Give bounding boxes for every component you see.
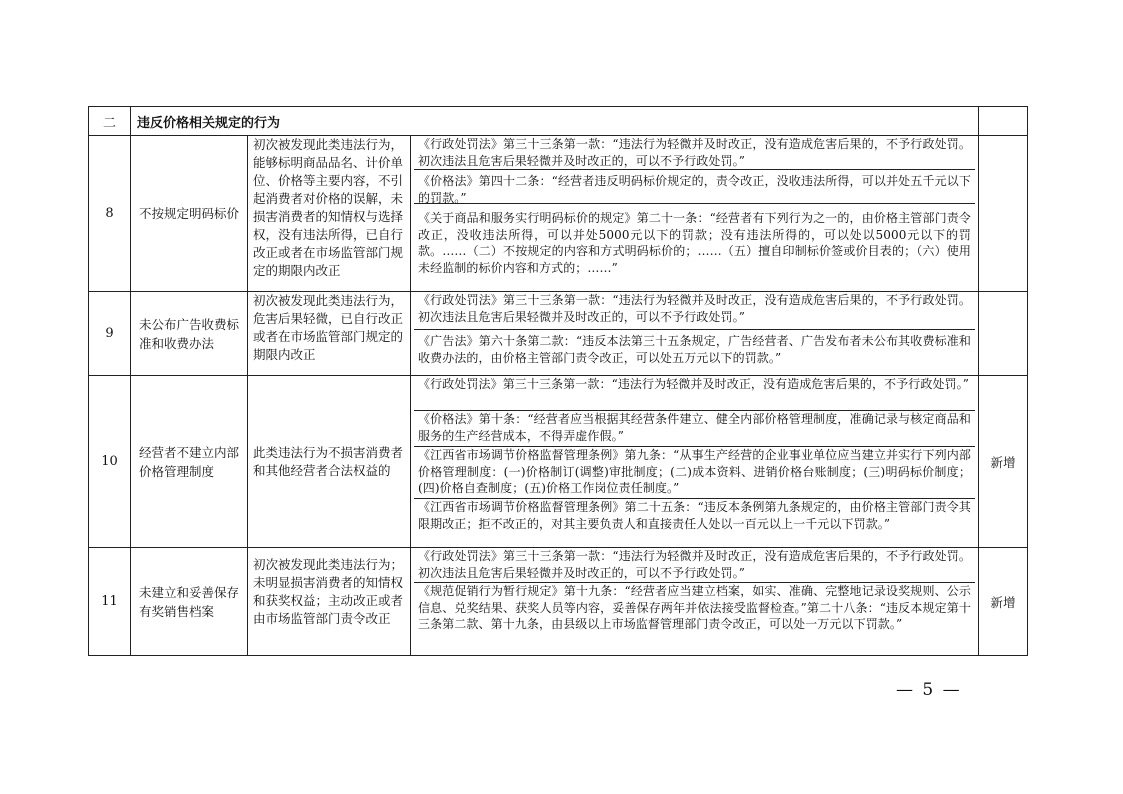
violation-name: 未建立和妥善保存有奖销售档案 — [131, 548, 248, 656]
table-row — [89, 136, 1028, 292]
basis-clause: 《规范促销行为暂行规定》第十九条：“经营者应当建立档案，如实、准确、完整地记录设奖规则、公示信息、兑奖结果、获奖人员等内容，妥善保存两年并依法接受监督检查。”第二十八条：“违反本规定第十三条第二款、第十九条，由县级以上市场监督管理部门责令改正，可以处一万元以下罚款。” — [418, 584, 972, 631]
legal-basis — [411, 376, 979, 548]
basis-clause: 《价格法》第四十二条：“经营者违反明码标价规定的，责令改正，没收违法所得，可以并处五千元以下的罚款。” — [414, 170, 975, 204]
remark: 新增 — [979, 376, 1028, 548]
basis-clause: 《行政处罚法》第三十三条第一款：“违法行为轻微并及时改正，没有造成危害后果的，不予行政处罚。初次违法且危害后果轻微并及时改正的，可以不予行政处罚。” — [414, 292, 975, 330]
basis-clause: 《行政处罚法》第三十三条第一款：“违法行为轻微并及时改正，没有造成危害后果的，不予行政处罚。” — [414, 376, 975, 411]
legal-basis — [411, 136, 979, 292]
row-number: 11 — [89, 548, 131, 656]
page-number: — 5 — — [896, 680, 962, 700]
legal-basis — [411, 292, 979, 376]
section-header-row — [89, 107, 1028, 136]
section-number: 二 — [89, 107, 131, 136]
table-row — [89, 292, 1028, 376]
section-note-cell — [979, 107, 1028, 136]
row-number: 8 — [89, 136, 131, 292]
basis-clause: 《江西省市场调节价格监督管理条例》第九条：“从事生产经营的企业事业单位应当建立并实行下列内部价格管理制度：(一)价格制订(调整)审批制度；(二)成本资料、进销价格台账制度；(三)明码标价制度；(四)价格自查制度；(五)价格工作岗位责任制度。” — [414, 447, 975, 499]
legal-basis — [411, 548, 979, 656]
basis-clause: 《行政处罚法》第三十三条第一款：“违法行为轻微并及时改正，没有造成危害后果的，不予行政处罚。初次违法且危害后果轻微并及时改正的，可以不予行政处罚。” — [414, 136, 975, 170]
violation-name: 不按规定明码标价 — [131, 136, 248, 292]
basis-clause: 《广告法》第六十条第二款：“违反本法第三十五条规定，广告经营者、广告发布者未公布其收费标准和收费办法的，由价格主管部门责令改正，可以处五万元以下的罚款。” — [418, 334, 972, 365]
remark — [979, 136, 1028, 292]
remark — [979, 292, 1028, 376]
remark: 新增 — [979, 548, 1028, 656]
row-number: 9 — [89, 292, 131, 376]
table-row — [89, 548, 1028, 656]
basis-clause: 《关于商品和服务实行明码标价的规定》第二十一条：“经营者有下列行为之一的，由价格主管部门责令改正，没收违法所得，可以并处5000元以下的罚款；没有违法所得的，可以处以5000元以下的罚款。……（二）不按规定的内容和方式明码标价的；……（五）擅自印制标价签或价目表的；（六）使用未经监制的标价内容和方式的；……” — [418, 211, 972, 275]
basis-clause: 《价格法》第十条：“经营者应当根据其经营条件建立、健全内部价格管理制度，准确记录与核定商品和服务的生产经营成本，不得弄虚作假。” — [414, 411, 975, 447]
violation-name: 未公布广告收费标准和收费办法 — [131, 292, 248, 376]
exemption-conditions: 初次被发现此类违法行为；未明显损害消费者的知情权和获奖权益；主动改正或者由市场监管部门责令改正 — [248, 548, 411, 656]
basis-clause: 《行政处罚法》第三十三条第一款：“违法行为轻微并及时改正，没有造成危害后果的，不予行政处罚。初次违法且危害后果轻微并及时改正的，可以不予行政处罚。” — [414, 548, 975, 583]
regulation-table — [88, 106, 1028, 656]
section-title: 违反价格相关规定的行为 — [131, 107, 979, 136]
basis-clause: 《江西省市场调节价格监督管理条例》第二十五条：“违反本条例第九条规定的，由价格主管部门责令其限期改正；拒不改正的，对其主要负责人和直接责任人处以一百元以上一千元以下罚款。” — [418, 500, 972, 531]
row-number: 10 — [89, 376, 131, 548]
exemption-conditions: 初次被发现此类违法行为，危害后果轻微，已自行改正或者在市场监管部门规定的期限内改正 — [248, 292, 411, 376]
exemption-conditions: 此类违法行为不损害消费者和其他经营者合法权益的 — [248, 376, 411, 548]
table-row — [89, 376, 1028, 548]
exemption-conditions: 初次被发现此类违法行为，能够标明商品品名、计价单位、价格等主要内容，不引起消费者对价格的误解，未损害消费者的知情权与选择权，没有违法所得，已自行改正或者在市场监管部门规定的期限内改正 — [248, 136, 411, 292]
violation-name: 经营者不建立内部价格管理制度 — [131, 376, 248, 548]
